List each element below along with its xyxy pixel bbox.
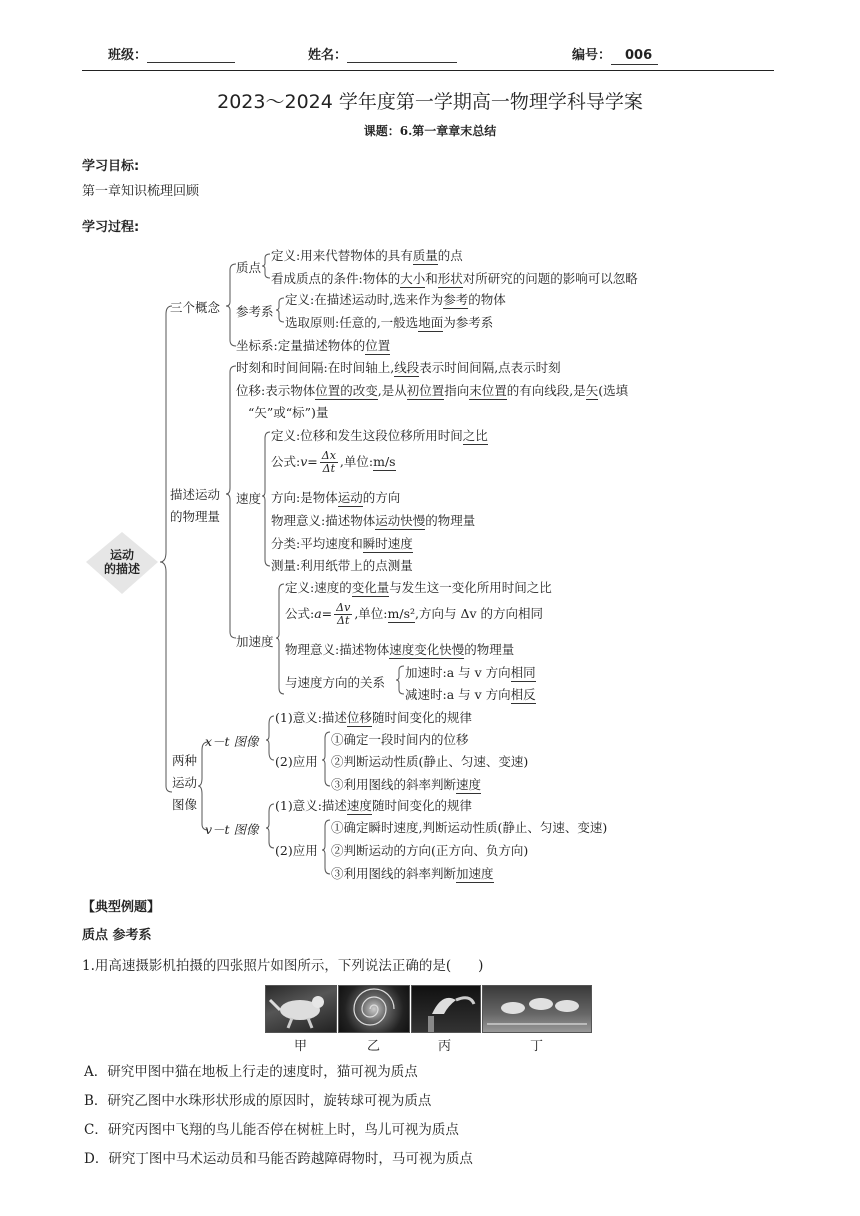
acceleration-meaning: 物理意义:描述物体速度变化快慢的物理量 <box>285 642 515 657</box>
number-value: 006 <box>611 48 658 65</box>
number-label: 编号： 006 <box>572 44 658 63</box>
acceleration-slowdown: 减速时:a 与 v 方向相反 <box>405 687 536 702</box>
node-acceleration: 加速度 <box>236 634 274 649</box>
examples-topic: 质点 参考系 <box>82 928 152 943</box>
lesson-subtitle: 课题：6.第一章章末总结 <box>363 124 497 138</box>
displacement-cont: “矢”或“标”)量 <box>248 405 329 420</box>
branch-quantities: 描述运动 的物理量 <box>170 487 221 524</box>
node-xt-graph: x－t 图像 <box>205 734 259 749</box>
process-heading: 学习过程: <box>82 220 140 235</box>
mindmap-root: 运动 的描述 <box>103 548 140 576</box>
acceleration-speedup: 加速时:a 与 v 方向相同 <box>405 665 536 680</box>
velocity-direction: 方向:是物体运动的方向 <box>271 490 401 505</box>
particle-condition: 看成质点的条件:物体的大小和形状对所研究的问题的影响可以忽略 <box>271 271 638 286</box>
xt-app-1: ①确定一段时间内的位移 <box>331 732 469 747</box>
photo-horse <box>482 985 592 1033</box>
vt-app-1: ①确定瞬时速度,判断运动性质(静止、匀速、变速) <box>331 820 608 835</box>
option-c: C．研究丙图中飞翔的鸟儿能否停在树桩上时，鸟儿可视为质点 <box>84 1122 459 1138</box>
branch-three-concepts: 三个概念 <box>170 300 221 315</box>
velocity-formula: 公式:v= $\frac{\Delta x}{\Delta t}$ ,单位:m/s <box>271 449 396 475</box>
vt-meaning: (1)意义:描述速度随时间变化的规律 <box>275 798 472 813</box>
displacement: 位移:表示物体位置的改变,是从初位置指向末位置的有向线段,是矢(选填 <box>236 383 629 398</box>
option-a: A．研究甲图中猫在地板上行走的速度时，猫可视为质点 <box>84 1064 418 1080</box>
velocity-classification: 分类:平均速度和瞬时速度 <box>271 536 413 551</box>
xt-app-3: ③利用图线的斜率判断速度 <box>331 777 482 792</box>
time-interval: 时刻和时间间隔:在时间轴上,线段表示时间间隔,点表示时刻 <box>236 360 561 375</box>
reference-definition: 定义:在描述运动时,选来作为参考的物体 <box>285 292 506 307</box>
class-label: 班级： <box>108 44 235 63</box>
reference-selection: 选取原则:任意的,一般选地面为参考系 <box>285 315 494 330</box>
node-velocity: 速度 <box>236 491 262 506</box>
acceleration-definition: 定义:速度的变化量与发生这一变化所用时间之比 <box>285 580 552 595</box>
examples-heading: 【典型例题】 <box>82 900 161 915</box>
photo-cat <box>265 985 337 1033</box>
xt-application: (2)应用 <box>275 754 318 769</box>
page-title: 2023～2024 学年度第一学期高一物理学科导学案 <box>217 91 643 113</box>
caption-bing: 丙 <box>438 1039 452 1054</box>
photo-bird <box>411 985 481 1033</box>
goals-heading: 学习目标: <box>82 159 140 174</box>
caption-yi: 乙 <box>367 1039 381 1054</box>
photo-spinning-ball <box>338 985 410 1033</box>
particle-definition: 定义:用来代替物体的具有质量的点 <box>271 248 463 263</box>
goals-text: 第一章知识梳理回顾 <box>82 184 200 199</box>
node-vt-graph: v－t 图像 <box>205 822 259 837</box>
option-b: B．研究乙图中水珠形状形成的原因时，旋转球可视为质点 <box>84 1093 432 1109</box>
velocity-meaning: 物理意义:描述物体运动快慢的物理量 <box>271 513 476 528</box>
vt-app-2: ②判断运动的方向(正方向、负方向) <box>331 843 529 858</box>
option-d: D．研究丁图中马术运动员和马能否跨越障碍物时，马可视为质点 <box>84 1151 473 1167</box>
caption-jia: 甲 <box>294 1039 308 1054</box>
xt-app-2: ②判断运动性质(静止、匀速、变速) <box>331 754 529 769</box>
xt-meaning: (1)意义:描述位移随时间变化的规律 <box>275 710 472 725</box>
node-reference-frame: 参考系 <box>236 304 274 319</box>
node-particle: 质点 <box>236 260 262 275</box>
name-label: 姓名： <box>308 44 457 63</box>
vt-app-3: ③利用图线的斜率判断加速度 <box>331 866 494 881</box>
question-1: 1.用高速摄影机拍摄的四张照片如图所示，下列说法正确的是( ) <box>82 958 484 974</box>
velocity-measurement: 测量:利用纸带上的点测量 <box>271 558 413 573</box>
node-coordinate-system: 坐标系:定量描述物体的位置 <box>236 338 391 353</box>
caption-ding: 丁 <box>530 1039 544 1054</box>
velocity-definition: 定义:位移和发生这段位移所用时间之比 <box>271 428 488 443</box>
acceleration-formula: 公式:a= $\frac{\Delta v}{\Delta t}$ ,单位:m/s²,方向与 Δv 的方向相同 <box>285 601 544 627</box>
vt-application: (2)应用 <box>275 843 318 858</box>
branch-graphs: 两种 运动 图像 <box>172 753 198 812</box>
acceleration-relation: 与速度方向的关系 <box>285 675 386 690</box>
